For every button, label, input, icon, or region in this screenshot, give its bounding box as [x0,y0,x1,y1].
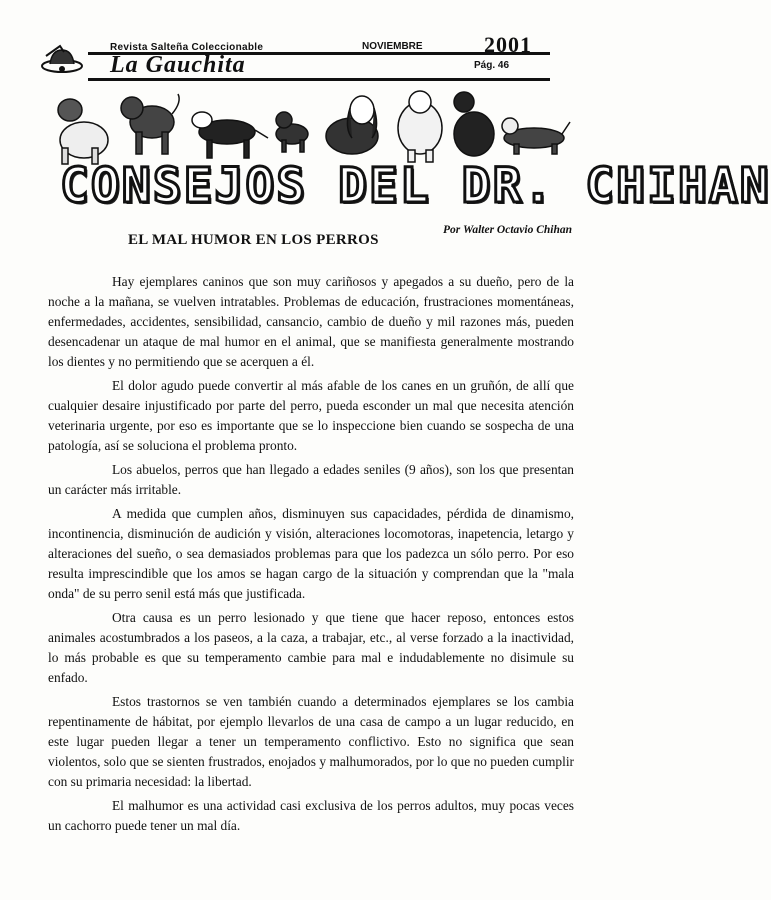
author-byline: Por Walter Octavio Chihan [443,224,572,236]
paragraph: Estos trastornos se ven también cuando a determinados ejemplares se los cambia repentinamente de hábitat, por ejemplo llevarlos de una casa de campo a un lugar reducido, en este lugar pueden llegar a tener un temperamento conflictivo. Esto no significa que sean violentos, solo que se sienten frustrados, enojados y malhumorados, por lo que no pueden cumplir con su primaria necesidad: la libertad. [48,694,574,789]
dog-sitting-icon [58,99,108,164]
dog-breeds-illustration [52,88,572,166]
dachshund-icon [502,118,570,154]
paragraph: A medida que cumplen años, disminuyen sus capacidades, pérdida de dinamismo, incontinencia, disminución de audición y visión, alteraciones locomotoras, inapetencia, letargo y alteraciones del sueño, o sea demasiados problemas para que los padezca un sólo perro. Por eso resulta imprescindible que los amos se hagan cargo de la situación y comprendan que la "mala onda" de su perro senil está más que justificada. [48,506,574,601]
paragraph: Los abuelos, perros que han llegado a edades seniles (9 años), son los que presentan un carácter más irritable. [48,462,574,497]
sheepdog-icon [398,91,442,162]
bulldog-icon [121,94,179,154]
paragraph: Otra causa es un perro lesionado y que tiene que hacer reposo, entonces estos animales acostumbrados a los paseos, a la caza, a trabajar, etc., al verse forzado a la inactividad, lo más probable es que su temperamento cambie para mal e indudablemente no disimule su enfado. [48,610,574,685]
paragraph: Hay ejemplares caninos que son muy cariñosos y apegados a su dueño, pero de la noche a la mañana, se vuelven intratables. Problemas de educación, frustraciones momentáneas, enfermedades, accidentes, sensibilidad, cansancio, cambio de dueño y mil razones más, pueden desencadenar un ataque de mal humor en el animal, que se manifiesta generalmente mostrando los dientes y no permitiendo que se acerquen a él. [48,274,574,369]
masthead [40,32,550,82]
collie-icon [192,112,268,158]
gaucho-hat-logo-icon [40,42,84,76]
paragraph: El malhumor es una actividad casi exclusiva de los perros adultos, muy pocas veces un cachorro puede tener un mal día. [48,798,574,833]
article-title: EL MAL HUMOR EN LOS PERROS [128,232,379,248]
publication-tagline: Revista Salteña Coleccionable [110,42,264,53]
publication-name: La Gauchita [110,52,246,78]
paragraph: El dolor agudo puede convertir al más afable de los canes en un gruñón, de allí que cualquier desaire injustificado por parte del perro, pueda esconder un mal que necesita atención veterinaria urgente, por eso es importante que se lo inspeccione bien cuando se sospecha de una patología, así se soluciona el problema pronto. [48,378,574,453]
article-body [48,272,574,840]
terrier-icon [276,112,308,152]
basset-hound-icon [326,96,378,154]
issue-month: NOVIEMBRE [362,41,423,52]
long-haired-dog-icon [454,92,494,156]
page-number: Pág. 46 [474,60,510,71]
column-title: CONSEJOS DEL DR. CHIHAN [60,158,771,214]
issue-year: 2001 [484,32,532,57]
